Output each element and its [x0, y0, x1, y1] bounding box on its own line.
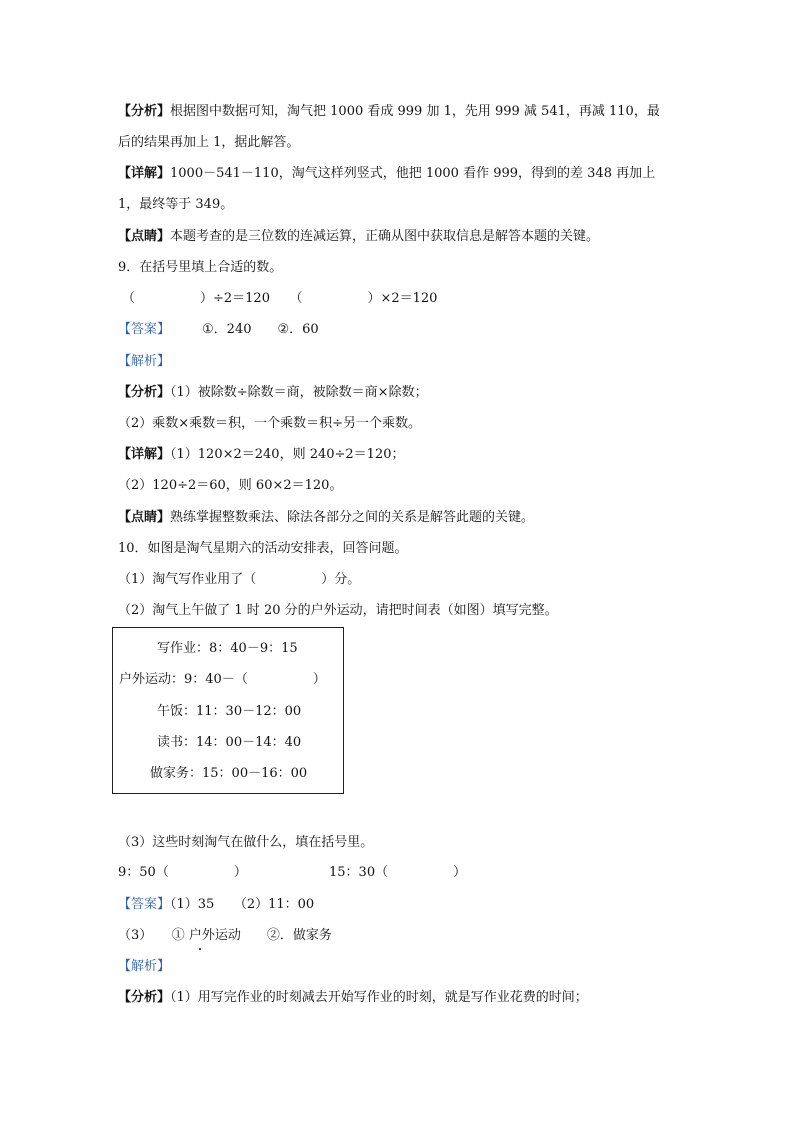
answer-tag: 【答案】: [118, 322, 171, 337]
schedule-reading: 读书：14：00－14：40: [157, 735, 302, 750]
detail-line-2: 1，最终等于 349。: [118, 197, 234, 212]
answer-10-text: （1）35 （2）11：00: [170, 897, 315, 912]
analysis-tag: 【分析】: [118, 990, 171, 1005]
comment-line: [118, 228, 599, 246]
q9-analysis-1: [118, 384, 428, 402]
detail-tag: 【详解】: [118, 447, 171, 462]
answer-10-line: [118, 896, 314, 914]
answer-9-line: [118, 321, 319, 339]
q9-comment: [118, 509, 534, 527]
detail-line-1: [118, 165, 655, 183]
stray-dot: [199, 948, 201, 950]
comment-text: 本题考查的是三位数的连减运算，正确从图中获取信息是解答本题的关键。: [170, 229, 600, 244]
analysis-line-2: 后的结果再加上 1，据此解答。: [118, 135, 300, 150]
comment-tag: 【点睛】: [118, 229, 171, 244]
answer-tag: 【答案】: [118, 897, 171, 912]
q10-analysis-text: （1）用写完作业的时刻减去开始写作业的时刻，就是写作业花费的时间；: [170, 990, 588, 1005]
q9-analysis-2: （2）乘数×乘数＝积，一个乘数＝积÷另一个乘数。: [118, 416, 422, 431]
question-10-part-3-a: 9：50（ ）: [118, 865, 247, 880]
schedule-lunch: 午饭：11：30－12：00: [157, 704, 302, 719]
question-10-part-3: （3）这些时刻淘气在做什么，填在括号里。: [118, 835, 374, 850]
q9-detail-1: [118, 446, 405, 464]
analysis-line-1: [118, 103, 660, 121]
detail-tag: 【详解】: [118, 166, 171, 181]
question-10-part-1: （1）淘气写作业用了（ ）分。: [118, 572, 361, 587]
schedule-homework: 写作业：8：40－9：15: [157, 641, 298, 656]
q10-analysis-1: [118, 989, 588, 1007]
q9-detail-text: （1）120×2＝240，则 240÷2＝120；: [170, 447, 405, 462]
q9-detail-2: （2）120÷2＝60，则 60×2＝120。: [118, 478, 343, 493]
question-9-blanks: （ ）÷2＝120 （ ）×2＝120: [122, 291, 438, 306]
question-9: 9．在括号里填上合适的数。: [118, 260, 283, 275]
q9-analysis-text: （1）被除数÷除数＝商，被除数＝商×除数；: [170, 385, 428, 400]
explanation-heading-1: 【解析】: [118, 354, 171, 369]
analysis-tag: 【分析】: [118, 385, 171, 400]
schedule-outdoor: 户外运动：9：40－（ ）: [119, 672, 326, 687]
analysis-tag: 【分析】: [118, 104, 171, 119]
comment-tag: 【点睛】: [118, 510, 171, 525]
schedule-chores: 做家务：15：00－16：00: [150, 766, 308, 781]
question-10: 10．如图是淘气星期六的活动安排表，回答问题。: [118, 541, 408, 556]
question-10-part-3-b: 15：30（ ）: [329, 865, 467, 880]
question-10-part-2: （2）淘气上午做了 1 时 20 分的户外运动，请把时间表（如图）填写完整。: [118, 603, 558, 618]
answer-9-text: ①．240 ②．60: [202, 322, 319, 337]
analysis-text: 根据图中数据可知，淘气把 1000 看成 999 加 1，先用 999 减 541，再减 110，最: [170, 104, 660, 119]
q9-comment-text: 熟练掌握整数乘法、除法各部分之间的关系是解答此题的关键。: [170, 510, 535, 525]
activity-schedule-box: [112, 627, 344, 794]
answer-10-part-3: （3） ① 户外运动 ②．做家务: [118, 928, 332, 943]
detail-text: 1000－541－110，淘气这样列竖式，他把 1000 看作 999，得到的差 348 再加上: [170, 166, 656, 181]
explanation-heading-2: 【解析】: [118, 959, 171, 974]
